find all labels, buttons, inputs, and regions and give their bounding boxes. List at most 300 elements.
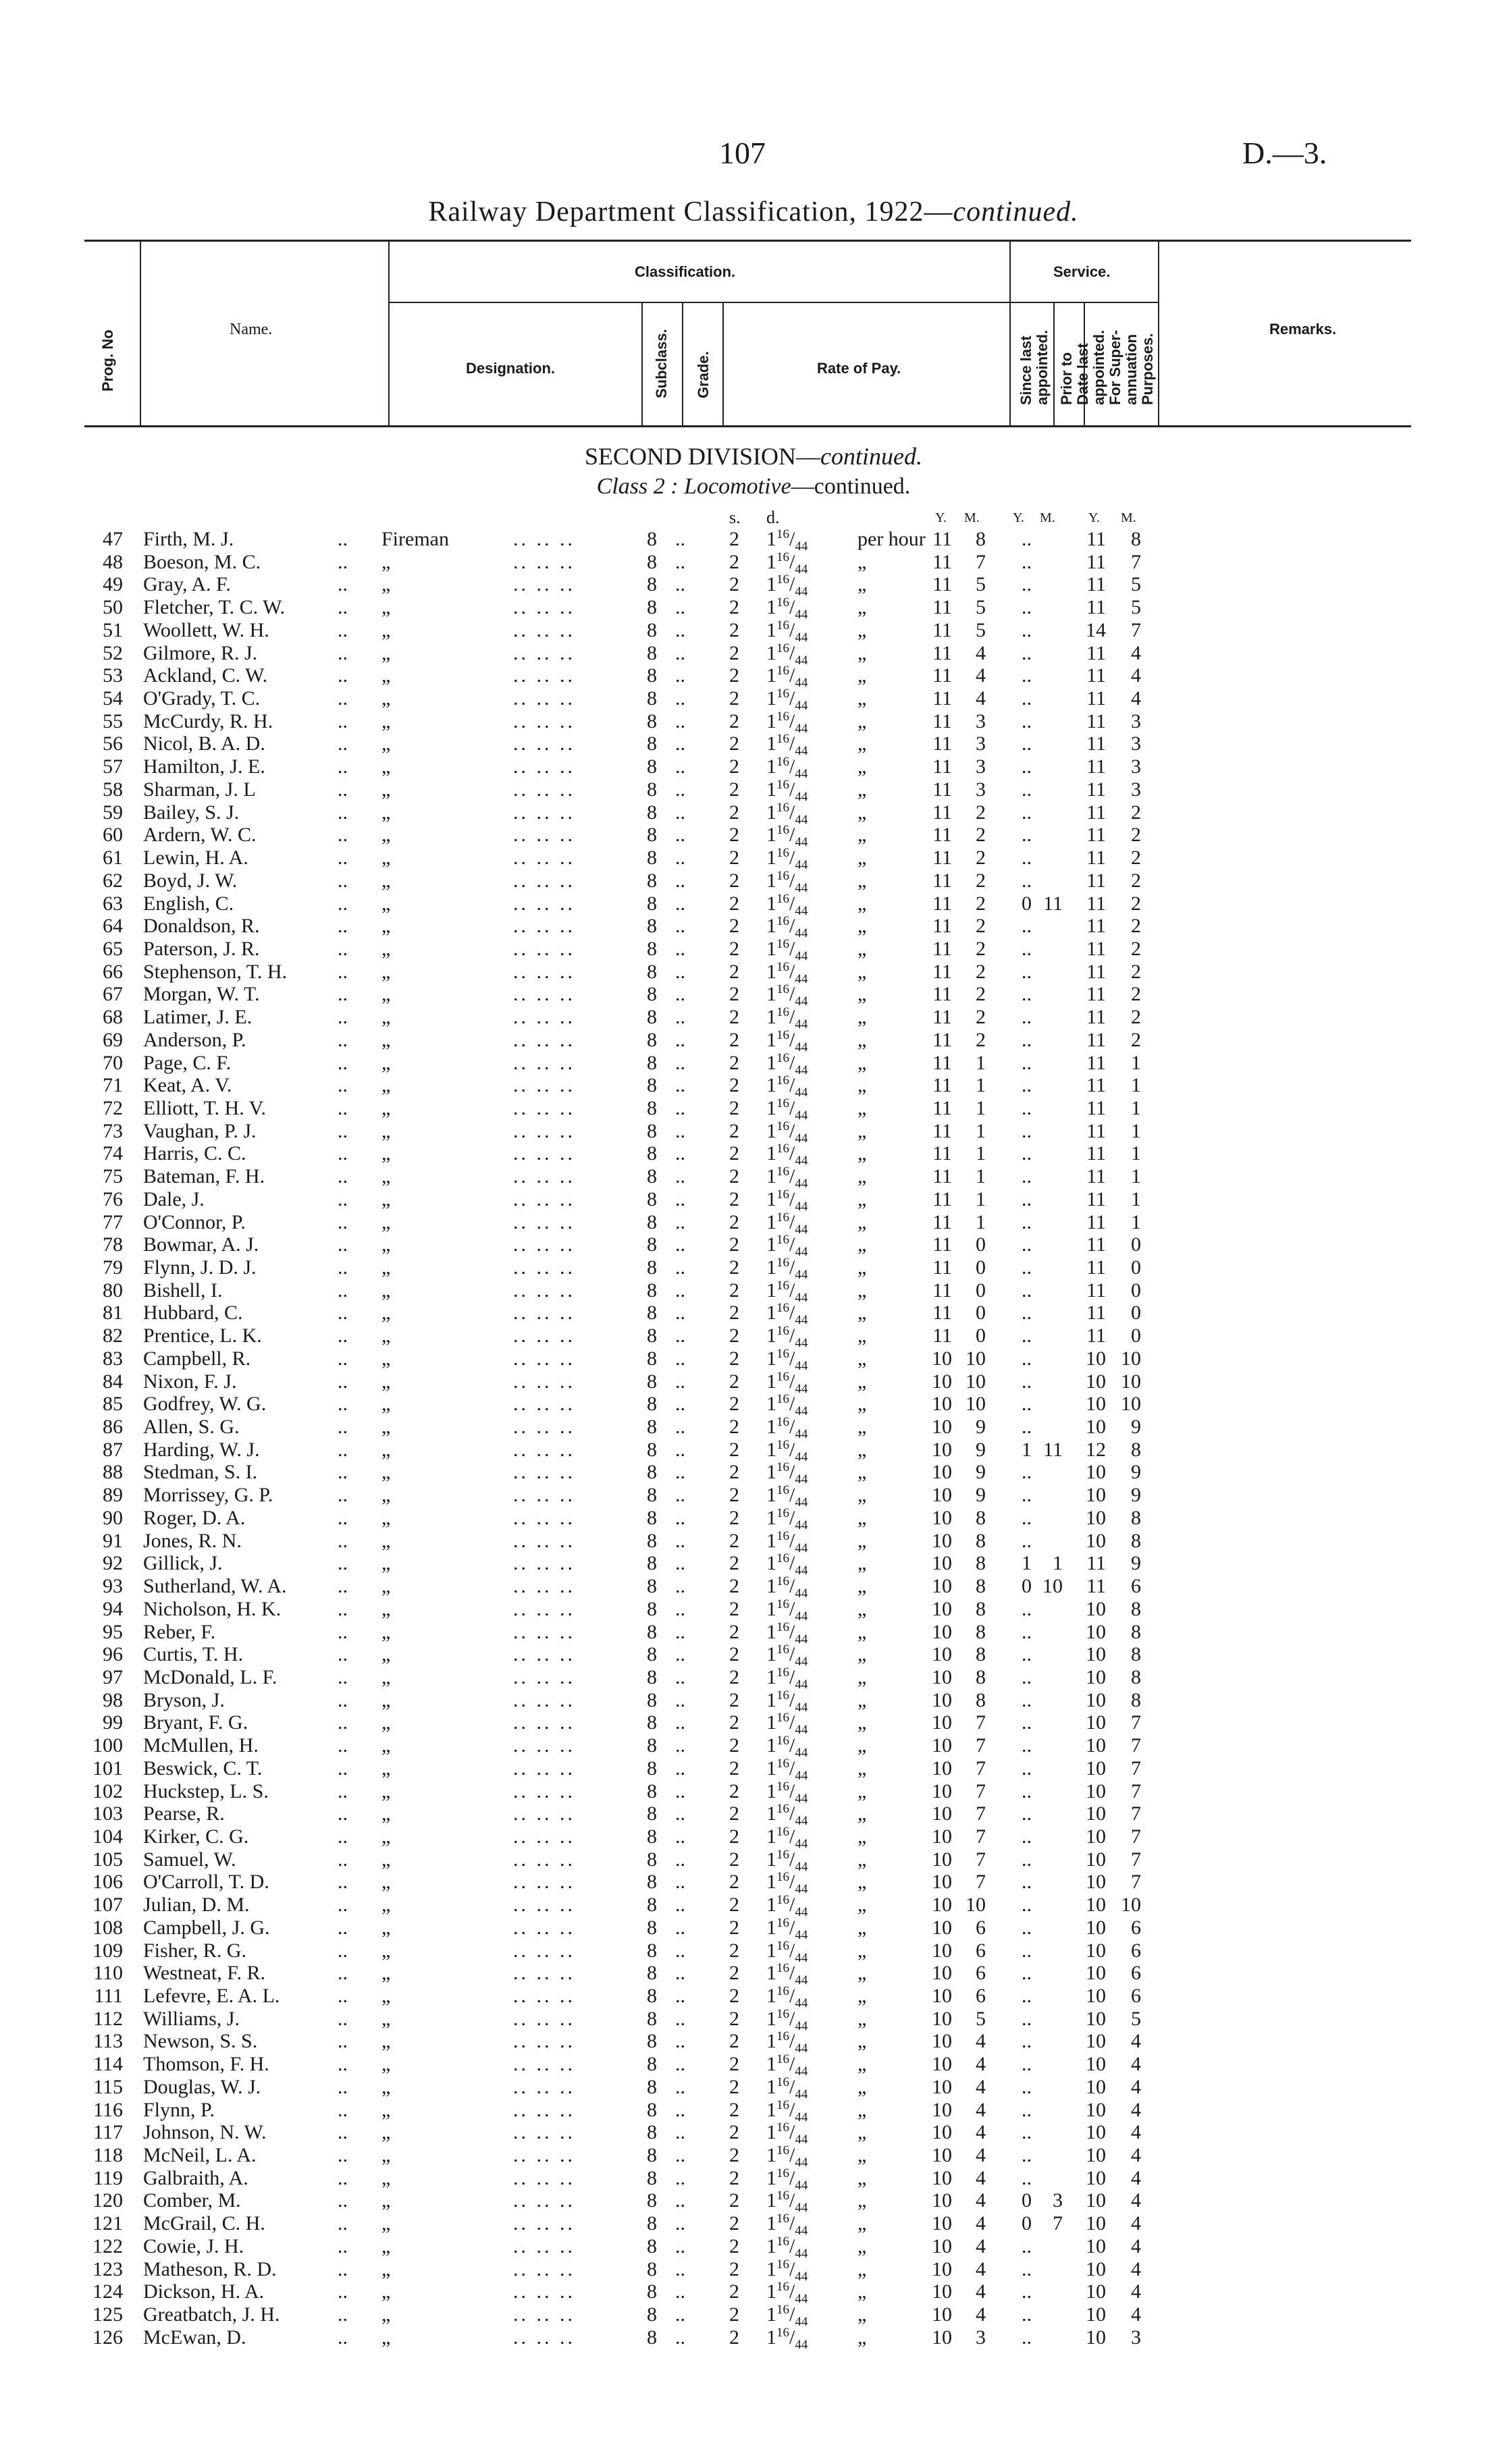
rate-denominator: 44 [795, 2018, 808, 2033]
cell-rate [766, 2076, 808, 2099]
rate-whole: 1 [766, 2075, 776, 2098]
cell-super-years: 10 [1086, 1347, 1106, 1370]
leader-dots: .. [675, 2075, 685, 2098]
cell-name: Curtis, T. H. [143, 1643, 244, 1666]
rate-fraction-slash: / [789, 1302, 795, 1324]
title-continued: continued. [953, 196, 1079, 227]
leader-dots: .. [675, 1779, 685, 1802]
cell-prior-years: .. [1022, 1256, 1032, 1279]
leader-dots: .. .. .. [513, 732, 575, 755]
rate-numerator: 16 [776, 1756, 789, 1771]
table-row [0, 800, 1507, 827]
cell-prog-number: 50 [103, 596, 123, 619]
table-row [0, 641, 1507, 668]
rate-whole: 1 [766, 937, 776, 960]
cell-name: Morgan, W. T. [143, 983, 260, 1006]
cell-subclass: 8 [647, 2144, 657, 2167]
cell-name: Nicol, B. A. D. [143, 732, 265, 755]
cell-prog-number: 67 [103, 983, 123, 1006]
rate-numerator: 16 [776, 1369, 789, 1384]
cell-grade: 2 [729, 1985, 739, 2007]
cell-super-years: 11 [1086, 1256, 1106, 1279]
leader-dots: .. .. .. [513, 1506, 575, 1529]
cell-super-years: 11 [1086, 778, 1106, 801]
cell-super-months: 9 [1131, 1484, 1141, 1507]
cell-prog-number: 88 [103, 1461, 123, 1484]
cell-grade: 2 [729, 1734, 739, 1757]
leader-dots: .. .. .. [513, 2053, 575, 2076]
cell-super-months: 0 [1131, 1302, 1141, 1324]
rate-fraction-slash: / [789, 960, 795, 983]
table-row [0, 1301, 1507, 1328]
cell-since-years: 10 [932, 2166, 952, 2189]
cell-super-years: 10 [1086, 1484, 1106, 1507]
cell-rate [766, 1985, 808, 2008]
cell-prior-years: .. [1022, 778, 1032, 801]
leader-dots: .. .. .. [513, 528, 575, 550]
cell-prior-years: .. [1022, 732, 1032, 755]
rate-fraction-slash: / [789, 1894, 795, 1917]
leader-dots: .. [675, 1643, 685, 1666]
cell-super-years: 10 [1086, 2166, 1106, 2189]
cell-since-months: 9 [976, 1461, 986, 1484]
cell-name: Huckstep, L. S. [143, 1779, 269, 1802]
cell-rate-unit: per hour [857, 528, 926, 550]
rate-numerator: 16 [776, 2097, 789, 2112]
cell-super-years: 11 [1086, 755, 1106, 778]
col-divider-prog [140, 240, 141, 425]
cell-super-months: 7 [1131, 550, 1141, 573]
rate-denominator: 44 [795, 1768, 808, 1783]
cell-subclass: 8 [647, 1302, 657, 1324]
cell-rate [766, 1802, 808, 1829]
cell-designation: „ [381, 1028, 391, 1051]
cell-prog-number: 49 [103, 573, 123, 596]
leader-dots: .. .. .. [513, 1096, 575, 1119]
leader-dots: .. .. .. [513, 1575, 575, 1598]
cell-super-months: 1 [1131, 1187, 1141, 1210]
cell-super-years: 10 [1086, 2053, 1106, 2076]
rate-denominator: 44 [795, 948, 808, 963]
leader-dots: .. [675, 1416, 685, 1439]
rate-whole: 1 [766, 732, 776, 755]
cell-grade: 2 [729, 869, 739, 892]
leader-dots: .. .. .. [513, 847, 575, 869]
table-row [0, 1369, 1507, 1396]
cell-super-years: 10 [1086, 1916, 1106, 1939]
leader-dots: .. [675, 1256, 685, 1279]
rate-whole: 1 [766, 687, 776, 710]
leader-dots: .. [338, 1985, 348, 2007]
cell-super-months: 8 [1131, 1643, 1141, 1666]
table-row [0, 1507, 1507, 1530]
cell-subclass: 8 [647, 709, 657, 732]
table-row [0, 2189, 1507, 2216]
cell-since-years: 10 [932, 1552, 952, 1575]
cell-prog-number: 69 [103, 1028, 123, 1051]
cell-rate-unit: „ [857, 709, 867, 732]
cell-since-months: 7 [976, 1757, 986, 1779]
leader-dots: .. [338, 1506, 348, 1529]
leader-dots: .. [338, 2030, 348, 2053]
leader-dots: .. [675, 2144, 685, 2167]
cell-grade: 2 [729, 2280, 739, 2303]
leader-dots: .. .. .. [513, 801, 575, 824]
leader-dots: .. [675, 1916, 685, 1939]
cell-subclass: 8 [647, 1575, 657, 1598]
rate-whole: 1 [766, 824, 776, 847]
cell-super-years: 10 [1086, 1848, 1106, 1871]
cell-super-years: 10 [1086, 2234, 1106, 2257]
cell-rate-unit: „ [857, 1848, 867, 1871]
table-row [0, 1597, 1507, 1624]
cell-grade: 2 [729, 1506, 739, 1529]
cell-rate-unit: „ [857, 1825, 867, 1848]
cell-super-months: 2 [1131, 869, 1141, 892]
cell-since-years: 10 [932, 2075, 952, 2098]
cell-since-months: 4 [976, 2234, 986, 2257]
cell-subclass: 8 [647, 2326, 657, 2349]
unit-pence: d. [766, 508, 780, 527]
leader-dots: .. [675, 2053, 685, 2076]
rate-numerator: 16 [776, 709, 789, 724]
cell-since-years: 10 [932, 1802, 952, 1825]
leader-dots: .. .. .. [513, 2030, 575, 2053]
cell-super-months: 2 [1131, 892, 1141, 915]
cell-designation: „ [381, 1688, 391, 1711]
cell-rate-unit: „ [857, 1665, 867, 1688]
leader-dots: .. .. .. [513, 1416, 575, 1439]
cell-subclass: 8 [647, 1665, 657, 1688]
cell-grade: 2 [729, 709, 739, 732]
cell-since-years: 11 [932, 1028, 952, 1051]
cell-name: Williams, J. [143, 2007, 240, 2030]
cell-rate-unit: „ [857, 869, 867, 892]
rate-fraction-slash: / [789, 1233, 795, 1256]
leader-dots: .. .. .. [513, 1620, 575, 1643]
leader-dots: .. .. .. [513, 1233, 575, 1256]
rate-fraction-slash: / [789, 687, 795, 710]
rate-denominator: 44 [795, 1290, 808, 1305]
leader-dots: .. .. .. [513, 2098, 575, 2121]
leader-dots: .. .. .. [513, 1324, 575, 1347]
cell-grade: 2 [729, 1597, 739, 1620]
cell-designation: „ [381, 1393, 391, 1416]
rate-numerator: 16 [776, 1938, 789, 1953]
cell-subclass: 8 [647, 1871, 657, 1894]
rate-whole: 1 [766, 1279, 776, 1302]
rate-whole: 1 [766, 1210, 776, 1233]
leader-dots: .. .. .. [513, 2007, 575, 2030]
rate-numerator: 16 [776, 823, 789, 838]
cell-grade: 2 [729, 618, 739, 641]
rate-whole: 1 [766, 596, 776, 619]
cell-since-years: 11 [932, 1006, 952, 1029]
cell-since-years: 10 [932, 1393, 952, 1416]
rate-fraction-slash: / [789, 1187, 795, 1210]
leader-dots: .. [675, 1279, 685, 1302]
table-row [0, 2166, 1507, 2193]
cell-since-months: 8 [976, 1688, 986, 1711]
cell-super-years: 10 [1086, 1688, 1106, 1711]
cell-prog-number: 100 [92, 1734, 123, 1757]
table-row [0, 2234, 1507, 2261]
leader-dots: .. [338, 915, 348, 938]
unit-since-months: M. [964, 510, 980, 525]
rate-whole: 1 [766, 1894, 776, 1917]
cell-subclass: 8 [647, 1894, 657, 1917]
cell-rate [766, 2257, 808, 2284]
cell-super-years: 11 [1086, 596, 1106, 619]
cell-rate-unit: „ [857, 1802, 867, 1825]
cell-name: Harris, C. C. [143, 1142, 246, 1165]
cell-grade: 2 [729, 2007, 739, 2030]
cell-name: Prentice, L. K. [143, 1324, 262, 1347]
rate-denominator: 44 [795, 1563, 808, 1578]
rate-whole: 1 [766, 1688, 776, 1711]
cell-super-years: 11 [1086, 801, 1106, 824]
cell-rate-unit: „ [857, 1165, 867, 1188]
cell-rate [766, 2008, 808, 2031]
cell-designation: „ [381, 1620, 391, 1643]
cell-prior-years: .. [1022, 1529, 1032, 1552]
cell-super-years: 11 [1086, 1279, 1106, 1302]
cell-subclass: 8 [647, 1962, 657, 1985]
cell-prog-number: 117 [93, 2121, 123, 2144]
cell-prog-number: 53 [103, 664, 123, 687]
cell-super-years: 11 [1086, 573, 1106, 596]
rate-numerator: 16 [776, 2257, 789, 2272]
cell-super-years: 11 [1086, 1142, 1106, 1165]
rate-fraction-slash: / [789, 1438, 795, 1461]
cell-name: Bryant, F. G. [143, 1711, 248, 1734]
cell-subclass: 8 [647, 1825, 657, 1848]
leader-dots: .. [338, 1324, 348, 1347]
cell-rate [766, 1779, 808, 1806]
cell-name: Fletcher, T. C. W. [143, 596, 286, 619]
cell-since-years: 11 [932, 1051, 952, 1074]
rate-whole: 1 [766, 892, 776, 915]
cell-prog-number: 106 [92, 1871, 123, 1894]
cell-super-years: 11 [1086, 528, 1106, 550]
leader-dots: .. [675, 2234, 685, 2257]
cell-since-months: 4 [976, 2121, 986, 2144]
table-row [0, 2212, 1507, 2239]
cell-rate-unit: „ [857, 1985, 867, 2007]
cell-grade: 2 [729, 1416, 739, 1439]
cell-designation: „ [381, 2212, 391, 2235]
rate-denominator: 44 [795, 2178, 808, 2193]
cell-rate [766, 1688, 808, 1715]
cell-prior-years: .. [1022, 2144, 1032, 2167]
cell-rate-unit: „ [857, 1438, 867, 1461]
cell-rate-unit: „ [857, 1757, 867, 1779]
cell-rate-unit: „ [857, 596, 867, 619]
cell-super-years: 11 [1086, 824, 1106, 847]
cell-super-months: 7 [1131, 1711, 1141, 1734]
leader-dots: .. .. .. [513, 1597, 575, 1620]
rate-numerator: 16 [776, 982, 789, 997]
rate-numerator: 16 [776, 1711, 789, 1725]
cell-super-years: 11 [1086, 1552, 1106, 1575]
cell-prior-years: .. [1022, 573, 1032, 596]
cell-prog-number: 122 [92, 2234, 123, 2257]
cell-grade: 2 [729, 1187, 739, 1210]
cell-rate-unit: „ [857, 1119, 867, 1142]
cell-since-years: 10 [932, 2053, 952, 2076]
cell-subclass: 8 [647, 1711, 657, 1734]
cell-rate-unit: „ [857, 1233, 867, 1256]
cell-prior-years: .. [1022, 1279, 1032, 1302]
leader-dots: .. [675, 1233, 685, 1256]
leader-dots: .. .. .. [513, 960, 575, 983]
cell-super-months: 0 [1131, 1324, 1141, 1347]
leader-dots: .. [338, 869, 348, 892]
table-row [0, 1392, 1507, 1419]
cell-since-months: 6 [976, 1985, 986, 2007]
rate-whole: 1 [766, 847, 776, 869]
leader-dots: .. [675, 1848, 685, 1871]
leader-dots: .. [675, 937, 685, 960]
cell-rate [766, 1210, 808, 1237]
cell-rate [766, 1415, 808, 1442]
rate-fraction-slash: / [789, 2280, 795, 2303]
cell-name: Sharman, J. L [143, 778, 256, 801]
leader-dots: .. [675, 573, 685, 596]
leader-dots: .. [338, 1939, 348, 1962]
rate-denominator: 44 [795, 539, 808, 554]
rate-whole: 1 [766, 1802, 776, 1825]
cell-name: Gray, A. F. [143, 573, 231, 596]
leader-dots: .. [338, 824, 348, 847]
cell-designation: „ [381, 2098, 391, 2121]
cell-rate [766, 1530, 808, 1553]
rate-whole: 1 [766, 801, 776, 824]
rate-fraction-slash: / [789, 1962, 795, 1985]
leader-dots: .. [338, 2212, 348, 2235]
rate-fraction-slash: / [789, 1779, 795, 1802]
cell-name: Hubbard, C. [143, 1302, 243, 1324]
rate-whole: 1 [766, 1393, 776, 1416]
cell-rate [766, 641, 808, 668]
cell-since-months: 0 [976, 1302, 986, 1324]
cell-designation: „ [381, 801, 391, 824]
rate-fraction-slash: / [789, 1096, 795, 1119]
cell-designation: „ [381, 1416, 391, 1439]
rate-denominator: 44 [795, 1177, 808, 1191]
leader-dots: .. .. .. [513, 1256, 575, 1279]
cell-since-years: 10 [932, 1916, 952, 1939]
cell-subclass: 8 [647, 1096, 657, 1119]
table-row [0, 1278, 1507, 1305]
leader-dots: .. [338, 1370, 348, 1393]
cell-prior-years: .. [1022, 1416, 1032, 1439]
rate-fraction-slash: / [789, 2234, 795, 2257]
rate-whole: 1 [766, 1256, 776, 1279]
table-row [0, 891, 1507, 918]
leader-dots: .. [675, 709, 685, 732]
leader-dots: .. .. .. [513, 618, 575, 641]
table-row [0, 823, 1507, 850]
rate-whole: 1 [766, 2257, 776, 2280]
cell-rate [766, 1507, 808, 1530]
cell-since-months: 1 [976, 1142, 986, 1165]
leader-dots: .. .. .. [513, 596, 575, 619]
cell-prior-years: .. [1022, 824, 1032, 847]
cell-rate [766, 1938, 808, 1965]
cell-name: Jones, R. N. [143, 1529, 242, 1552]
cell-subclass: 8 [647, 1643, 657, 1666]
cell-super-months: 4 [1131, 2098, 1141, 2121]
cell-super-months: 7 [1131, 1825, 1141, 1848]
table-row [0, 1734, 1507, 1761]
rate-numerator: 16 [776, 1688, 789, 1703]
rate-fraction-slash: / [789, 1643, 795, 1666]
cell-prior-years: .. [1022, 664, 1032, 687]
table-row [0, 1915, 1507, 1942]
table-row [0, 1893, 1507, 1920]
rate-fraction-slash: / [789, 1597, 795, 1620]
leader-dots: .. [338, 2189, 348, 2212]
cell-since-months: 5 [976, 618, 986, 641]
rate-whole: 1 [766, 1006, 776, 1029]
cell-name: Lewin, H. A. [143, 847, 248, 869]
cell-grade: 2 [729, 1210, 739, 1233]
cell-since-years: 11 [932, 915, 952, 938]
cell-since-years: 11 [932, 1279, 952, 1302]
cell-since-years: 11 [932, 709, 952, 732]
rate-fraction-slash: / [789, 1370, 795, 1393]
cell-prior-years: .. [1022, 847, 1032, 869]
leader-dots: .. .. .. [513, 937, 575, 960]
leader-dots: .. [675, 801, 685, 824]
cell-super-years: 10 [1086, 1894, 1106, 1917]
cell-since-months: 7 [976, 1825, 986, 1848]
table-row [0, 2280, 1507, 2307]
cell-prior-years: .. [1022, 2166, 1032, 2189]
rate-numerator: 16 [776, 1392, 789, 1407]
leader-dots: .. .. .. [513, 1779, 575, 1802]
leader-dots: .. .. .. [513, 2280, 575, 2303]
cell-grade: 2 [729, 1302, 739, 1324]
rate-whole: 1 [766, 1074, 776, 1097]
cell-rate-unit: „ [857, 1575, 867, 1598]
cell-rate-unit: „ [857, 1006, 867, 1029]
header-service: Service. [1053, 263, 1111, 280]
cell-designation: „ [381, 824, 391, 847]
rate-numerator: 16 [776, 777, 789, 792]
cell-prog-number: 68 [103, 1006, 123, 1029]
cell-rate-unit: „ [857, 1256, 867, 1279]
cell-super-months: 4 [1131, 2075, 1141, 2098]
leader-dots: .. [338, 1393, 348, 1416]
rate-fraction-slash: / [789, 2121, 795, 2144]
rate-denominator: 44 [795, 1336, 808, 1351]
cell-super-months: 2 [1131, 937, 1141, 960]
cell-super-months: 1 [1131, 1096, 1141, 1119]
cell-grade: 2 [729, 1347, 739, 1370]
rate-whole: 1 [766, 1779, 776, 1802]
leader-dots: .. [338, 1711, 348, 1734]
rate-denominator: 44 [795, 1609, 808, 1624]
cell-designation: „ [381, 709, 391, 732]
class-line [0, 474, 1507, 500]
cell-super-months: 0 [1131, 1279, 1141, 1302]
rate-numerator: 16 [776, 2120, 789, 2135]
leader-dots: .. [675, 778, 685, 801]
rate-fraction-slash: / [789, 1484, 795, 1507]
rate-fraction-slash: / [789, 1416, 795, 1439]
